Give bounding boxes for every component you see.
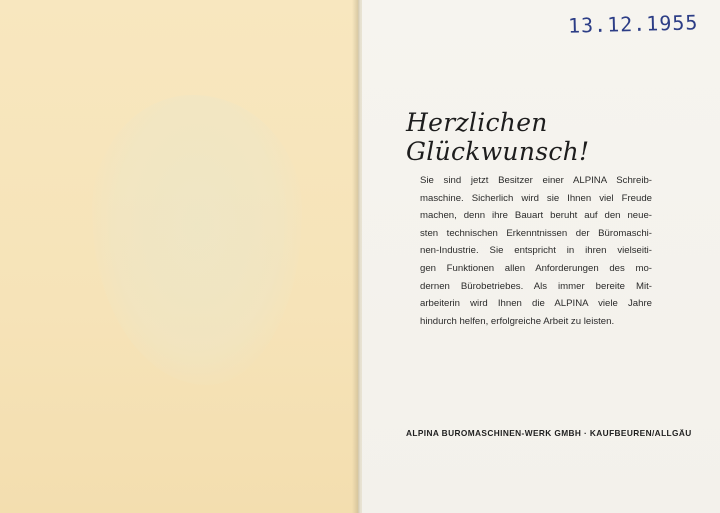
faded-watermark <box>92 95 302 385</box>
right-page <box>362 0 720 513</box>
body-line: dernen Bürobetriebes. Als immer bereite Mit- <box>420 280 652 292</box>
left-page <box>0 0 358 513</box>
body-line: hindurch helfen, erfolgreiche Arbeit zu leisten. <box>420 315 615 327</box>
body-line: Sie sind jetzt Besitzer einer ALPINA Schreib- <box>420 175 652 186</box>
greeting-heading: Herzlichen Glückwunsch! <box>406 108 590 166</box>
body-line: nen-Industrie. Sie entspricht in ihren vielseiti- <box>420 245 652 257</box>
body-line: gen Funktionen allen Anforderungen des mo- <box>420 262 652 274</box>
body-line: sten technischen Erkenntnissen der Büromaschi- <box>420 227 652 239</box>
body-paragraph <box>420 172 652 330</box>
body-line: machen, denn ihre Bauart beruht auf den neue- <box>420 210 652 222</box>
body-line: arbeiterin wird Ihnen die ALPINA viele Jahre <box>420 298 652 310</box>
handwritten-date: 13.12.1955 <box>567 10 699 38</box>
company-footer: ALPINA BUROMASCHINEN-WERK GMBH · KAUFBEUREN/ALLGÄU <box>406 428 692 438</box>
body-line: maschine. Sicherlich wird sie Ihnen viel Freude <box>420 192 652 204</box>
